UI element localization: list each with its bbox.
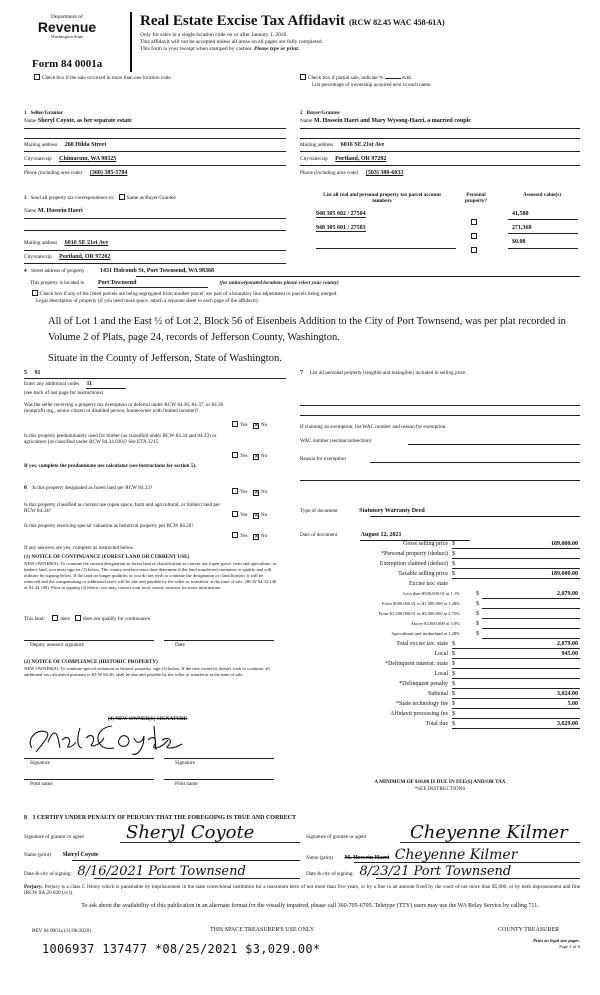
dollar-sign: $ [452,641,455,647]
q-forest-answer[interactable] [232,488,267,496]
multi-location-label: Check box if the sale occurred in more than one location code. [42,75,172,81]
tax-row-value[interactable]: 3,024.00 [557,691,578,697]
tax-row-label: Affidavit processing fee [390,711,448,717]
doc-date-row [300,532,580,539]
buyer-mailing[interactable]: 6016 SE 21st Ave [340,142,385,148]
date-place-label: Date & city of signing: [24,871,72,877]
tax-row-value[interactable]: 2,079.00 [557,591,578,597]
dollar-sign: $ [452,571,455,577]
yes-checkbox[interactable] [232,488,238,494]
buyer-mailing-label: Mailing address [300,142,334,148]
wac-claim: If claiming an exemption, list WAC number and reason for exemption. [300,424,447,430]
yes-label: Yes [240,489,248,495]
deputy-date-label: Date [175,642,185,648]
legal-size-note: Print on legal size paper. [533,938,580,943]
no-label: No [260,489,268,495]
print-name-label: Print name [30,781,53,787]
yes-checkbox[interactable] [232,511,238,517]
personal-col-header: Personal property? [464,192,488,205]
see-instructions: *SEE INSTRUCTIONS [414,786,466,792]
note-1: Only for sales in a single location code on or after January 1, 2020. [140,32,288,38]
property-address[interactable]: 1431 Holcomb St, Port Townsend, WA 98368 [100,268,214,274]
notice1-text: NEW OWNER(S): To continue the current designation as forest land or classification as current use (open space, farm and agriculture, or timber) land, you must sign on (3) below. The county assessor must then determine if the land transferred continues to qualify and will indicate by signing below. If the land no longer qualifies or you do not wish to continue the designation or classification, it will be removed and the compensating or additional taxes will be due and payable by the seller or transferor at the time of sale. (RCW 84.33.140 or 84.34.108). Prior to signing (3) below, you may contact your local county assessor for more information. [24,561,277,590]
partial-list: List percentage of ownership acquired next to each name. [312,82,432,88]
buyer-phone-row [300,170,580,177]
grantee-sig-label: Signature of grantee or agent [306,834,367,840]
yes-label: Yes [240,533,248,539]
buyer-heading [300,110,340,116]
reason-label: Reason for exemption [300,456,346,462]
dollar-sign: $ [452,691,455,697]
located-label: This property is located in [30,280,85,286]
doc-date-label: Date of document [300,532,338,538]
if-yes-note: If any answers are yes, complete as instructed below. [24,545,135,551]
correspondence-city-label: City/state/zip [24,254,52,260]
dollar-sign: $ [452,551,455,557]
grantor-date-place[interactable]: 8/16/2021 Port Townsend [77,864,246,879]
dollar-sign: $ [452,561,455,567]
dollar-sign: $ [452,721,455,727]
dollar-sign: $ [452,681,455,687]
tax-row-value[interactable]: 945.00 [561,651,578,657]
grantee-signature[interactable]: Cheyenne Kilmer [410,822,568,843]
tax-row-label: Agricultural and timberland at 1.28% [391,631,460,636]
tax-row-label: *Delinquent penalty [399,681,448,687]
page-title-wrap [140,12,580,30]
deputy-sig-label: Deputy assessor signature [30,642,84,648]
tax-row-label: *State technology fee [396,701,448,707]
partial-label: Check box if partial sale, indicate % [308,75,384,81]
grantor-print-name[interactable]: Sheryl Coyote [62,852,99,858]
seller-mailing[interactable]: 260 Hilda Street [64,142,107,148]
seller-name-label: Name [24,118,37,124]
assessed-value[interactable]: 41,580 [512,211,529,217]
section-num: 5 [24,370,27,376]
multi-location-check[interactable] [34,74,172,81]
certify-row [24,815,580,822]
yes-checkbox[interactable] [232,532,238,538]
located-row [30,280,580,288]
correspondence-heading [24,194,176,201]
same-as-buyer-label: Same as Buyer/Grantee [126,195,176,201]
this-land-label: This land: [24,616,45,622]
grantee-print-ink[interactable]: Cheyenne Kilmer [394,847,518,863]
dollar-sign: $ [452,671,455,677]
dollar-sign: $ [476,591,479,597]
q-forest-text: Is this property designated as forest land per RCW 84.33? [32,485,153,491]
date-place-label: Date & city of signing: [306,871,354,877]
dollar-sign: $ [476,621,479,627]
yes-label: Yes [240,453,248,459]
tax-row-label: Subtotal [427,691,448,697]
page-title: Real Estate Excise Tax Affidavit [140,13,345,29]
partial-sale-check[interactable] [300,74,412,81]
header-notes [140,32,580,53]
no-checkbox[interactable] [253,534,259,540]
located-city[interactable]: Port Townsend [98,280,208,288]
seller-city-label: City/state/zip [24,156,52,162]
legal-label: Legal description of property (if you need more space, attach a separate sheet to each page of the affidavit). [36,298,259,304]
perjury-label: Perjury: [24,884,44,890]
name-print-label: Name (print) [306,855,333,861]
seller-heading-text: Seller/Grantor [30,110,64,116]
q-historic-answer[interactable] [232,532,267,540]
section-num: 2 [300,110,303,116]
parcel-number[interactable]: 948 305 601 / 27503 [316,225,366,231]
buyer-city-label: City/state/zip [300,156,328,162]
seller-phone-label: Phone (including area code) [24,170,83,176]
section-num: 6 [24,485,27,491]
q-exemption: Was the seller receiving a property tax exemption or deferral under RCW 84.36, 84.37, or 84.38 (nonprofit org., senior citizen or disabled person, homeowner with limited income)? [24,402,224,415]
seller-city[interactable]: Chimacum, WA 98325 [59,156,117,162]
dollar-sign: $ [476,631,479,637]
yes-label: Yes [240,512,248,518]
q-timber-note: If yes, complete the predominate use calculator (see instructions for section 5). [24,463,197,469]
notice2-text: NEW OWNER(S): To continue special valuation as historic property, sign (3) below. If the new owner(s) doesn't wish to continue, all additional tax calculated pursuant to RCW 84.26, shall be due and payable by the seller or transferor at the time of sale. [24,666,270,677]
title-ref: (RCW 82.45 WAC 458-61A) [349,18,445,27]
yes-checkbox[interactable] [232,452,238,458]
buyer-heading-text: Buyer/Grantee [306,110,340,116]
tax-row-label: From $500,000.01 to $1,500,000 at 1.28% [381,601,460,606]
dollar-sign: $ [452,651,455,657]
form-number: Form 84 0001a [32,58,103,70]
certify-text: I CERTIFY UNDER PENALTY OF PERJURY THAT THE FOREGOING IS TRUE AND CORRECT [33,815,296,821]
correspondence-city[interactable]: Portland, OR 97202 [59,254,111,260]
section-num: 3 [24,195,27,201]
partial-sold: sold. [401,75,412,81]
availability-note: To ask about the availability of this publication in an alternate format for the visually impaired, please call 360-705-6705. Teletype (TTY) users may use the WA Relay Service by calling 711. [81,903,539,909]
segregated-label: Check box if any of the listed parcels are being segregated from another parcel, are part of a boundary line adjustment or parcels being merged. [40,291,338,297]
q-current-use-answer[interactable] [232,511,267,519]
tax-row-label: Less than $500,000.01 at 1.1% [403,591,460,596]
correspondence-heading-text: Send all property tax correspondence to: [30,195,115,201]
q-current-use: Is this property classified as current use (open space, farm and agricultural, or timber) land per RCW 84.34? [24,502,221,515]
assessed-value[interactable]: 271,368 [512,225,532,231]
additional-codes-row [24,381,126,389]
tax-row-label: Excise tax: state [409,581,448,587]
doc-type-row [300,508,580,515]
dor-logo [32,14,102,54]
signature-label-2: Signature [175,760,195,766]
no-checkbox[interactable] [253,454,259,460]
new-owner-signature[interactable] [22,718,202,758]
situate-text[interactable]: Situate in the County of Jefferson, State of Washington. [48,353,282,364]
grantee-date-place[interactable]: 8/23/21 Port Townsend [359,864,512,879]
grantor-signature[interactable]: Sheryl Coyote [126,822,255,843]
section7-heading [300,370,580,377]
tax-row-label: *Personal property (deduct) [381,551,448,557]
dollar-sign: $ [452,541,455,547]
grantor-sig-label: Signature of grantor or agent [24,834,84,840]
segregated-check[interactable] [32,290,582,297]
seller-city-row [24,156,286,163]
signature-label: Signature [30,760,50,766]
grantee-print-struck: M. Hossein Haeri [344,855,390,861]
checkbox[interactable] [32,290,38,296]
dollar-sign: $ [452,701,455,707]
assessed-col-header: Assessed value(s) [523,192,561,198]
personal-checkbox[interactable] [471,239,479,257]
correspondence-name-row [24,208,286,215]
tax-row-label: Local [434,671,448,677]
section-num: 4 [24,268,27,274]
correspondence-mailing-row [24,240,286,247]
checkbox[interactable] [34,74,40,80]
q-historic: Is this property receiving special valuation as historical property per RCW 84.26? [24,523,194,529]
q-timber: Is this property predominantly used for timber (as classified under RCW 84.34 and 84.33) or agriculture (as classified under RCW 84.34.020)? See ETA 3215. [24,433,217,446]
doc-type[interactable]: Statutory Warranty Deed [359,508,425,514]
q-exemption-answer[interactable] [232,421,267,429]
seller-name[interactable]: Sheryl Coyote, as her separate estate [37,118,132,124]
correspondence-mailing-label: Mailing address [24,240,58,246]
legal-description[interactable]: All of Lot 1 and the East ½ of Lot 2, Block 56 of Eisenbeis Addition to the City of Port Townsend, was per plat recorded in Volume 2 of Plats, page 24, records of Jefferson County, Washington. [48,316,566,343]
location-code[interactable]: 91 [34,370,41,376]
tax-row-value[interactable]: 189,000.00 [551,541,578,547]
doc-type-label: Type of document [300,508,338,514]
additional-codes-label: Enter any additional codes [24,381,80,387]
note-3a: This form is your receipt when stamped by cashier. [140,46,253,52]
section-num: 1 [24,110,27,116]
tax-row-value[interactable]: 2,079.00 [557,641,578,647]
tax-row-value[interactable]: 189,000.00 [551,571,578,577]
no-checkbox[interactable] [253,423,259,429]
new-owner-sig-title: (3) NEW OWNER(S) SIGNATURE [108,716,188,722]
seller-mailing-row [24,142,286,149]
yes-label: Yes [240,422,248,428]
tax-row-label: Local [434,651,448,657]
checkbox[interactable] [300,74,306,80]
dollar-sign: $ [476,611,479,617]
seller-heading [24,110,63,116]
buyer-name-row [300,118,580,125]
additional-codes[interactable]: 11 [86,381,126,389]
buyer-city[interactable]: Portland, OR 97202 [335,156,387,162]
parcel-row [316,211,444,218]
correspondence-name[interactable]: M. Hossein Haeri [37,208,83,214]
assessed-value[interactable]: $0.00 [512,239,526,245]
no-checkbox[interactable] [253,513,259,519]
no-label: No [260,422,268,428]
perjury-text: Perjury is a class C felony which is punishable by imprisonment in the state correctional institution for a maximum term of not more than five years, or by a fine in an amount fixed by the court of not more than $5,000, or by both imprisonment and fine (RCW 9A.20.020 (1c)). [24,884,581,897]
tax-row-label: *Delinquent interest: state [385,661,448,667]
seller-phone[interactable]: (360) 385-5784 [89,170,128,176]
dept-state: Washington State [50,34,84,40]
print-name-label-2: Print name [175,781,198,787]
yes-checkbox[interactable] [232,421,238,427]
does-not-label: does not qualify for continuance. [83,616,152,622]
section-num: 7 [300,370,303,376]
perjury-note [24,884,580,896]
dollar-sign: $ [452,711,455,717]
section7-heading-text: List all personal property (tangible and intangible) included in selling price. [309,370,467,376]
rev-number: REV 84 0001a (11/06/2020) [32,928,91,934]
grantee-print-row [306,847,582,863]
tax-row-value[interactable]: 5.00 [567,701,578,707]
buyer-name[interactable]: M. Hossein Haeri and Mary Wysong-Haeri, a married couple [313,118,471,124]
parcel-number[interactable]: 948 305 602 / 27504 [316,211,366,217]
name-print-label: Name (print) [24,852,51,858]
dept-revenue: Revenue [37,19,97,36]
seller-phone-row [24,170,286,177]
parcel-row [316,225,444,232]
parcel-col-header: List all real and personal property tax parcel account numbers [323,192,441,205]
section-num: 8 [24,815,27,821]
tax-row-label: Taxable selling price [398,571,448,577]
dollar-sign: $ [452,661,455,667]
correspondence-mailing[interactable]: 6016 SE 21st Ave [64,240,109,246]
tax-row-label: From $1,500,000.01 to $3,000,000 at 2.75% [378,611,460,616]
correspondence-name-label: Name [24,208,37,214]
same-as-buyer-checkbox[interactable] [119,194,125,200]
property-address-label: Street address of property [31,268,85,274]
see-back: (see back of last page for instructions) [24,390,104,396]
note-3b: Please type or print. [253,46,300,52]
tax-row-label: Exemption claimed (deduct) [379,561,448,567]
note-2: This affidavit will not be accepted unless all areas on all pages are fully completed. [140,39,324,45]
checkbox[interactable] [471,247,477,253]
unincorporated-note: (for unincorporated locations please select your county) [219,280,339,286]
does-not-checkbox[interactable] [75,615,81,621]
tax-row-label: Total excise tax: state [396,641,448,647]
no-checkbox[interactable] [253,490,259,496]
does-checkbox[interactable] [52,615,58,621]
tax-row-value[interactable]: 3,029.00 [557,721,578,727]
page-number: Page 1 of 6 [559,944,580,949]
treasurer-use-only: THIS SPACE TREASURER'S USE ONLY [210,927,315,933]
seller-mailing-label: Mailing address [24,142,58,148]
notice1-title: (1) NOTICE OF CONTINUANCE (FOREST LAND OR CURRENT USE) [24,554,190,560]
buyer-city-row [300,156,580,163]
dollar-sign: $ [476,601,479,607]
q-timber-answer[interactable] [232,452,267,460]
county-treasurer: COUNTY TREASURER [498,927,560,933]
notice2-title: (2) NOTICE OF COMPLIANCE (HISTORIC PROPERTY) [24,659,158,665]
no-label: No [260,533,268,539]
this-land-row [24,615,151,622]
buyer-name-label: Name [300,118,313,124]
tax-row-label: Gross selling price [403,541,448,547]
section5-row [24,370,41,377]
doc-date[interactable]: August 12, 2021 [360,532,402,538]
does-label: does [60,616,70,622]
grantee-date-row [306,864,582,879]
grantor-print-row [24,852,300,859]
buyer-phone-label: Phone (including area code) [300,170,359,176]
dept-line: Department of [51,14,83,20]
minimum-note: A MINIMUM OF $10.00 IS DUE IN FEE(S) AND/OR TAX [374,779,506,785]
buyer-mailing-row [300,142,580,149]
grantor-date-row [24,864,300,879]
correspondence-city-row [24,254,286,261]
property-address-row [24,268,580,275]
tax-row-label: Above $3,000,000 at 3.0% [410,621,460,626]
seller-name-row [24,118,286,125]
title-block [130,12,133,72]
tax-row-label: Total due [425,721,448,727]
buyer-phone[interactable]: (503) 380-6033 [365,170,404,176]
no-label: No [260,453,268,459]
wac-number-label: WAC number (section/subsection) [300,438,372,444]
no-label: No [260,512,268,518]
treasurer-stamp: 1006937 137477 *08/25/2021 $3,029.00* [42,942,321,956]
note-3 [140,46,580,53]
